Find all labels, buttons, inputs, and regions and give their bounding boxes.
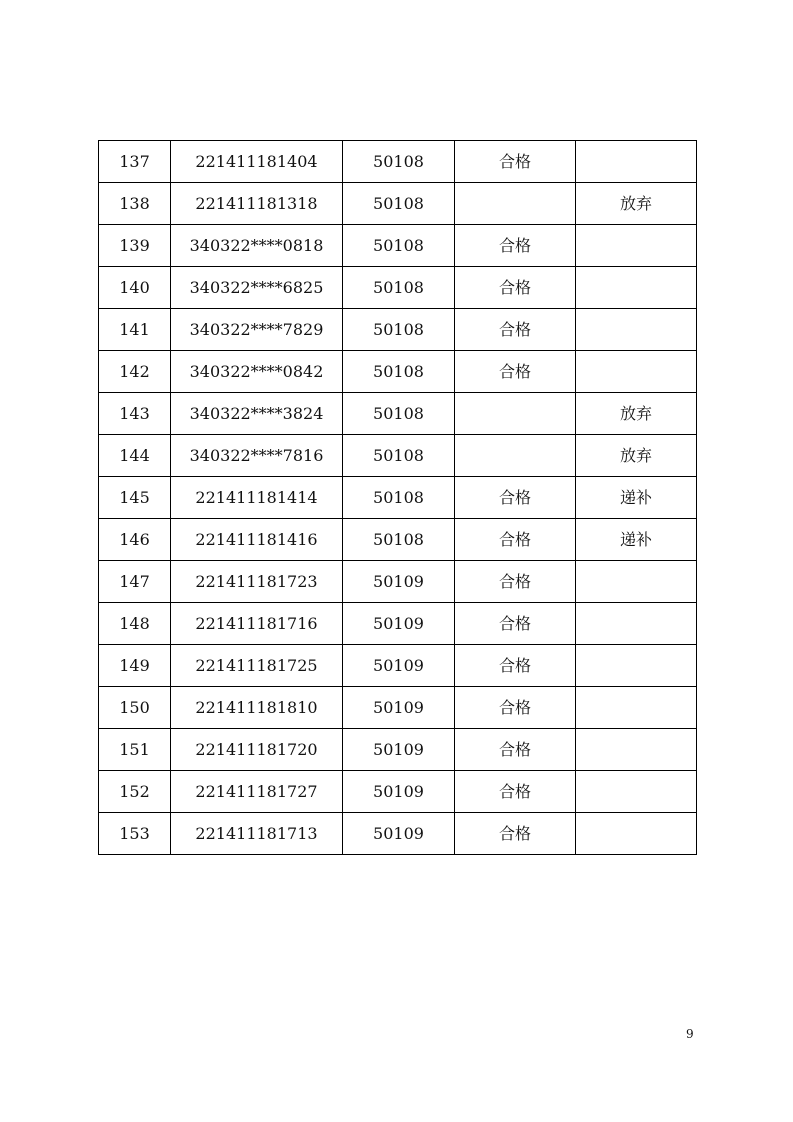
- note-cell: [576, 771, 697, 813]
- position-code: 50109: [343, 687, 455, 729]
- note-cell: 放弃: [576, 393, 697, 435]
- candidate-id: 340322****0818: [171, 225, 343, 267]
- table-row: [99, 393, 697, 435]
- note-cell: [576, 645, 697, 687]
- table-row: [99, 519, 697, 561]
- result-cell: 合格: [455, 603, 576, 645]
- candidate-id: 221411181414: [171, 477, 343, 519]
- result-cell: 合格: [455, 351, 576, 393]
- candidate-id: 221411181404: [171, 141, 343, 183]
- candidate-id: 221411181810: [171, 687, 343, 729]
- note-cell: 放弃: [576, 183, 697, 225]
- result-cell: 合格: [455, 141, 576, 183]
- row-number: 146: [99, 519, 171, 561]
- result-cell: 合格: [455, 771, 576, 813]
- table-row: [99, 771, 697, 813]
- table-row: [99, 645, 697, 687]
- row-number: 140: [99, 267, 171, 309]
- row-number: 137: [99, 141, 171, 183]
- candidate-id: 221411181318: [171, 183, 343, 225]
- table-row: [99, 225, 697, 267]
- candidate-id: 340322****7829: [171, 309, 343, 351]
- note-cell: 递补: [576, 477, 697, 519]
- row-number: 141: [99, 309, 171, 351]
- result-cell: 合格: [455, 561, 576, 603]
- note-cell: [576, 141, 697, 183]
- candidate-id: 221411181416: [171, 519, 343, 561]
- position-code: 50108: [343, 519, 455, 561]
- candidate-id: 221411181716: [171, 603, 343, 645]
- position-code: 50108: [343, 477, 455, 519]
- result-cell: [455, 435, 576, 477]
- candidate-id: 221411181725: [171, 645, 343, 687]
- note-cell: [576, 267, 697, 309]
- position-code: 50109: [343, 603, 455, 645]
- note-cell: 递补: [576, 519, 697, 561]
- row-number: 153: [99, 813, 171, 855]
- table-row: [99, 687, 697, 729]
- candidate-id: 221411181713: [171, 813, 343, 855]
- note-cell: [576, 687, 697, 729]
- row-number: 152: [99, 771, 171, 813]
- table-row: [99, 729, 697, 771]
- position-code: 50108: [343, 225, 455, 267]
- candidate-id: 221411181727: [171, 771, 343, 813]
- row-number: 143: [99, 393, 171, 435]
- row-number: 148: [99, 603, 171, 645]
- result-cell: 合格: [455, 225, 576, 267]
- note-cell: [576, 813, 697, 855]
- position-code: 50109: [343, 771, 455, 813]
- result-cell: 合格: [455, 267, 576, 309]
- row-number: 149: [99, 645, 171, 687]
- candidate-id: 221411181723: [171, 561, 343, 603]
- position-code: 50108: [343, 393, 455, 435]
- row-number: 139: [99, 225, 171, 267]
- result-cell: 合格: [455, 813, 576, 855]
- row-number: 147: [99, 561, 171, 603]
- row-number: 150: [99, 687, 171, 729]
- position-code: 50108: [343, 309, 455, 351]
- result-cell: 合格: [455, 729, 576, 771]
- table-row: [99, 309, 697, 351]
- note-cell: [576, 729, 697, 771]
- note-cell: [576, 225, 697, 267]
- row-number: 145: [99, 477, 171, 519]
- note-cell: 放弃: [576, 435, 697, 477]
- position-code: 50109: [343, 561, 455, 603]
- position-code: 50108: [343, 183, 455, 225]
- candidate-id: 340322****6825: [171, 267, 343, 309]
- result-cell: 合格: [455, 687, 576, 729]
- position-code: 50108: [343, 141, 455, 183]
- row-number: 138: [99, 183, 171, 225]
- note-cell: [576, 561, 697, 603]
- row-number: 151: [99, 729, 171, 771]
- table-row: [99, 561, 697, 603]
- row-number: 144: [99, 435, 171, 477]
- table-row: [99, 141, 697, 183]
- result-cell: 合格: [455, 477, 576, 519]
- table-row: [99, 603, 697, 645]
- result-cell: [455, 393, 576, 435]
- result-cell: [455, 183, 576, 225]
- result-cell: 合格: [455, 519, 576, 561]
- row-number: 142: [99, 351, 171, 393]
- position-code: 50108: [343, 351, 455, 393]
- page-number: 9: [686, 1027, 694, 1041]
- position-code: 50108: [343, 267, 455, 309]
- position-code: 50108: [343, 435, 455, 477]
- candidate-id: 340322****0842: [171, 351, 343, 393]
- candidate-id: 340322****7816: [171, 435, 343, 477]
- table-row: [99, 183, 697, 225]
- table-row: [99, 477, 697, 519]
- table-row: [99, 267, 697, 309]
- results-table: [98, 140, 697, 855]
- note-cell: [576, 603, 697, 645]
- position-code: 50109: [343, 645, 455, 687]
- candidate-id: 221411181720: [171, 729, 343, 771]
- table-row: [99, 813, 697, 855]
- result-cell: 合格: [455, 645, 576, 687]
- table-row: [99, 435, 697, 477]
- position-code: 50109: [343, 729, 455, 771]
- result-cell: 合格: [455, 309, 576, 351]
- position-code: 50109: [343, 813, 455, 855]
- note-cell: [576, 351, 697, 393]
- note-cell: [576, 309, 697, 351]
- candidate-id: 340322****3824: [171, 393, 343, 435]
- table-row: [99, 351, 697, 393]
